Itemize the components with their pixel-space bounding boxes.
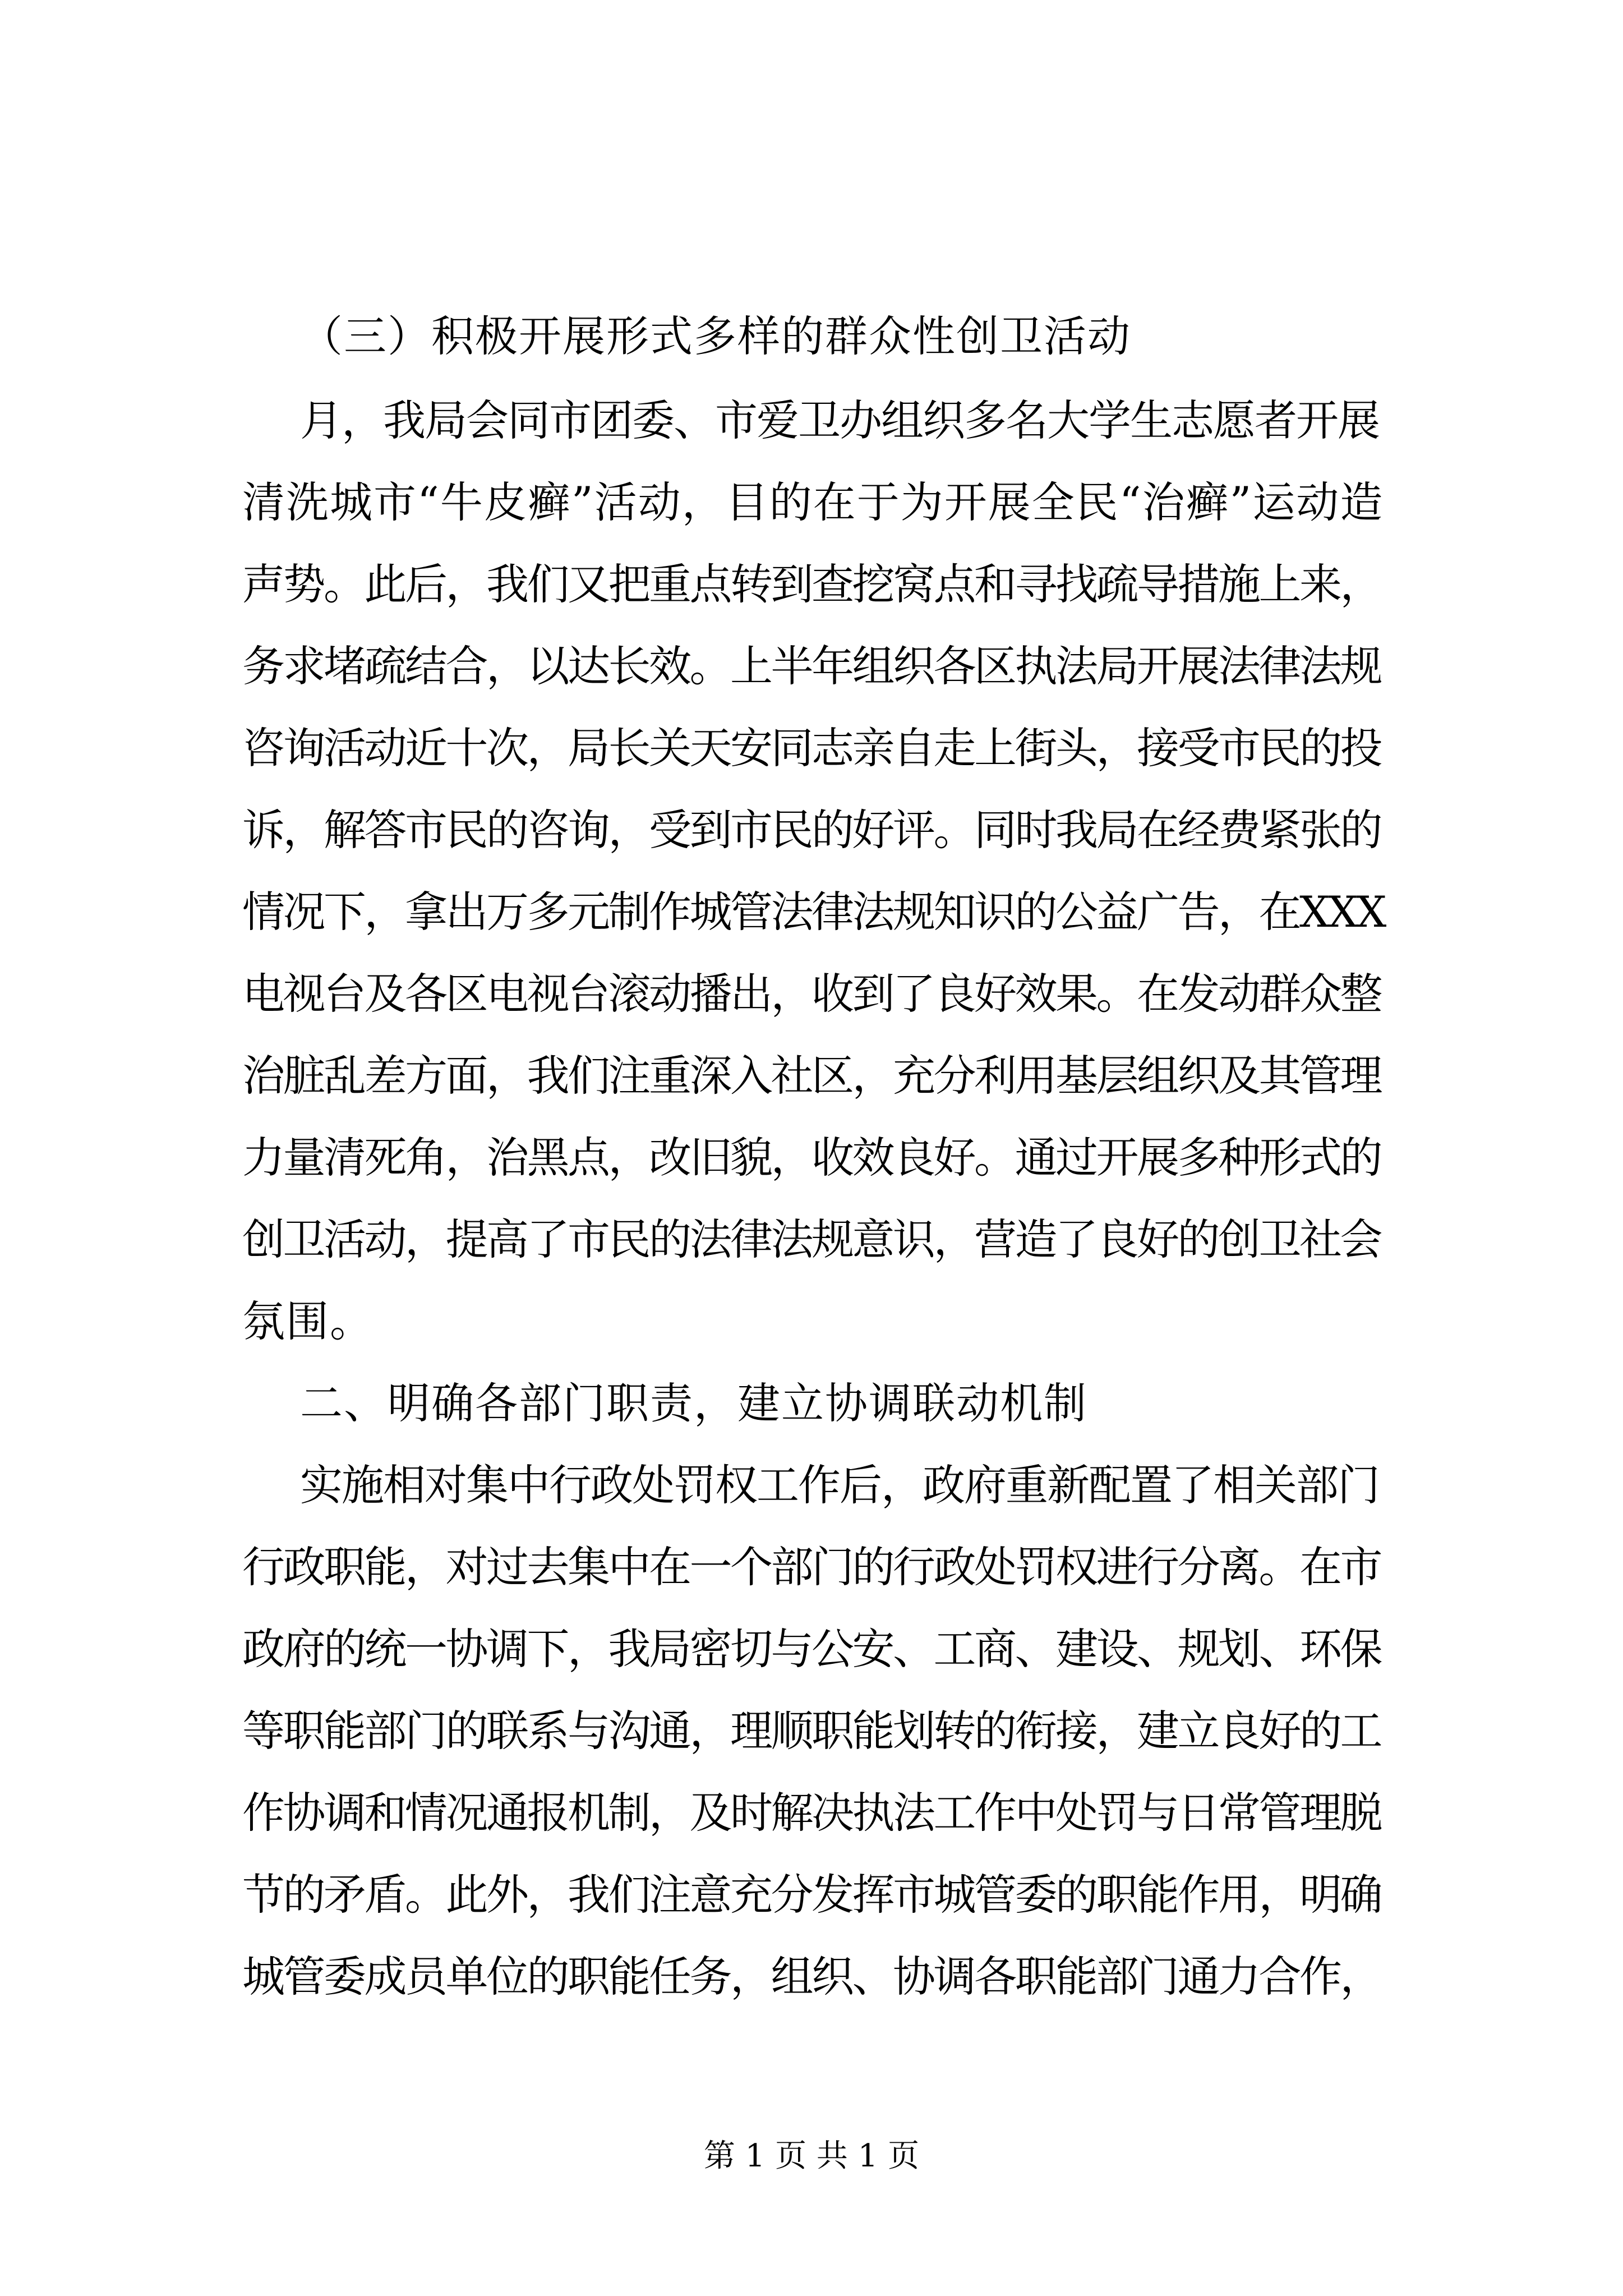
paragraph-line: 月，我局会同市团委、市爱卫办组织多名大学生志愿者开展 <box>300 395 1379 445</box>
paragraph-line: 行政职能，对过去集中在一个部门的行政处罚权进行分离。在市 <box>242 1542 1381 1592</box>
section-heading-2: 二、明确各部门职责，建立协调联动机制 <box>300 1378 1087 1428</box>
paragraph-line: 声势。此后，我们又把重点转到查挖窝点和寻找疏导措施上来， <box>242 559 1381 609</box>
paragraph-line: 务求堵疏结合，以达长效。上半年组织各区执法局开展法律法规 <box>242 641 1381 691</box>
paragraph-line: 政府的统一协调下，我局密切与公安、工商、建设、规划、环保 <box>242 1624 1381 1674</box>
paragraph-line: 情况下，拿出万多元制作城管法律法规知识的公益广告，在XXX <box>242 887 1385 937</box>
paragraph-line: 等职能部门的联系与沟通，理顺职能划转的衔接，建立良好的工 <box>242 1706 1381 1756</box>
paragraph-line: 城管委成员单位的职能任务，组织、协调各职能部门通力合作， <box>242 1952 1381 2001</box>
paragraph-line: 清洗城市“牛皮癣”活动，目的在于为开展全民“治癣”运动造 <box>242 477 1384 527</box>
paragraph-line: 氛围。 <box>242 1296 374 1346</box>
page-footer: 第 1 页 共 1 页 <box>703 2138 920 2174</box>
paragraph-line: 作协调和情况通报机制，及时解决执法工作中处罚与日常管理脱 <box>242 1788 1381 1838</box>
paragraph-line: 咨询活动近十次，局长关天安同志亲自走上街头，接受市民的投 <box>242 723 1381 773</box>
section-heading-3: （三）积极开展形式多样的群众性创卫活动 <box>300 311 1131 361</box>
paragraph-line: 创卫活动，提高了市民的法律法规意识，营造了良好的创卫社会 <box>242 1214 1381 1264</box>
paragraph-line: 治脏乱差方面，我们注重深入社区，充分利用基层组织及其管理 <box>242 1051 1381 1101</box>
paragraph-line: 实施相对集中行政处罚权工作后，政府重新配置了相关部门 <box>300 1460 1379 1510</box>
paragraph-line: 诉，解答市民的咨询，受到市民的好评。同时我局在经费紧张的 <box>242 805 1381 855</box>
paragraph-line: 节的矛盾。此外，我们注意充分发挥市城管委的职能作用，明确 <box>242 1870 1381 1920</box>
paragraph-line: 力量清死角，治黑点，改旧貌，收效良好。通过开展多种形式的 <box>242 1133 1381 1182</box>
paragraph-line: 电视台及各区电视台滚动播出，收到了良好效果。在发动群众整 <box>242 969 1381 1019</box>
